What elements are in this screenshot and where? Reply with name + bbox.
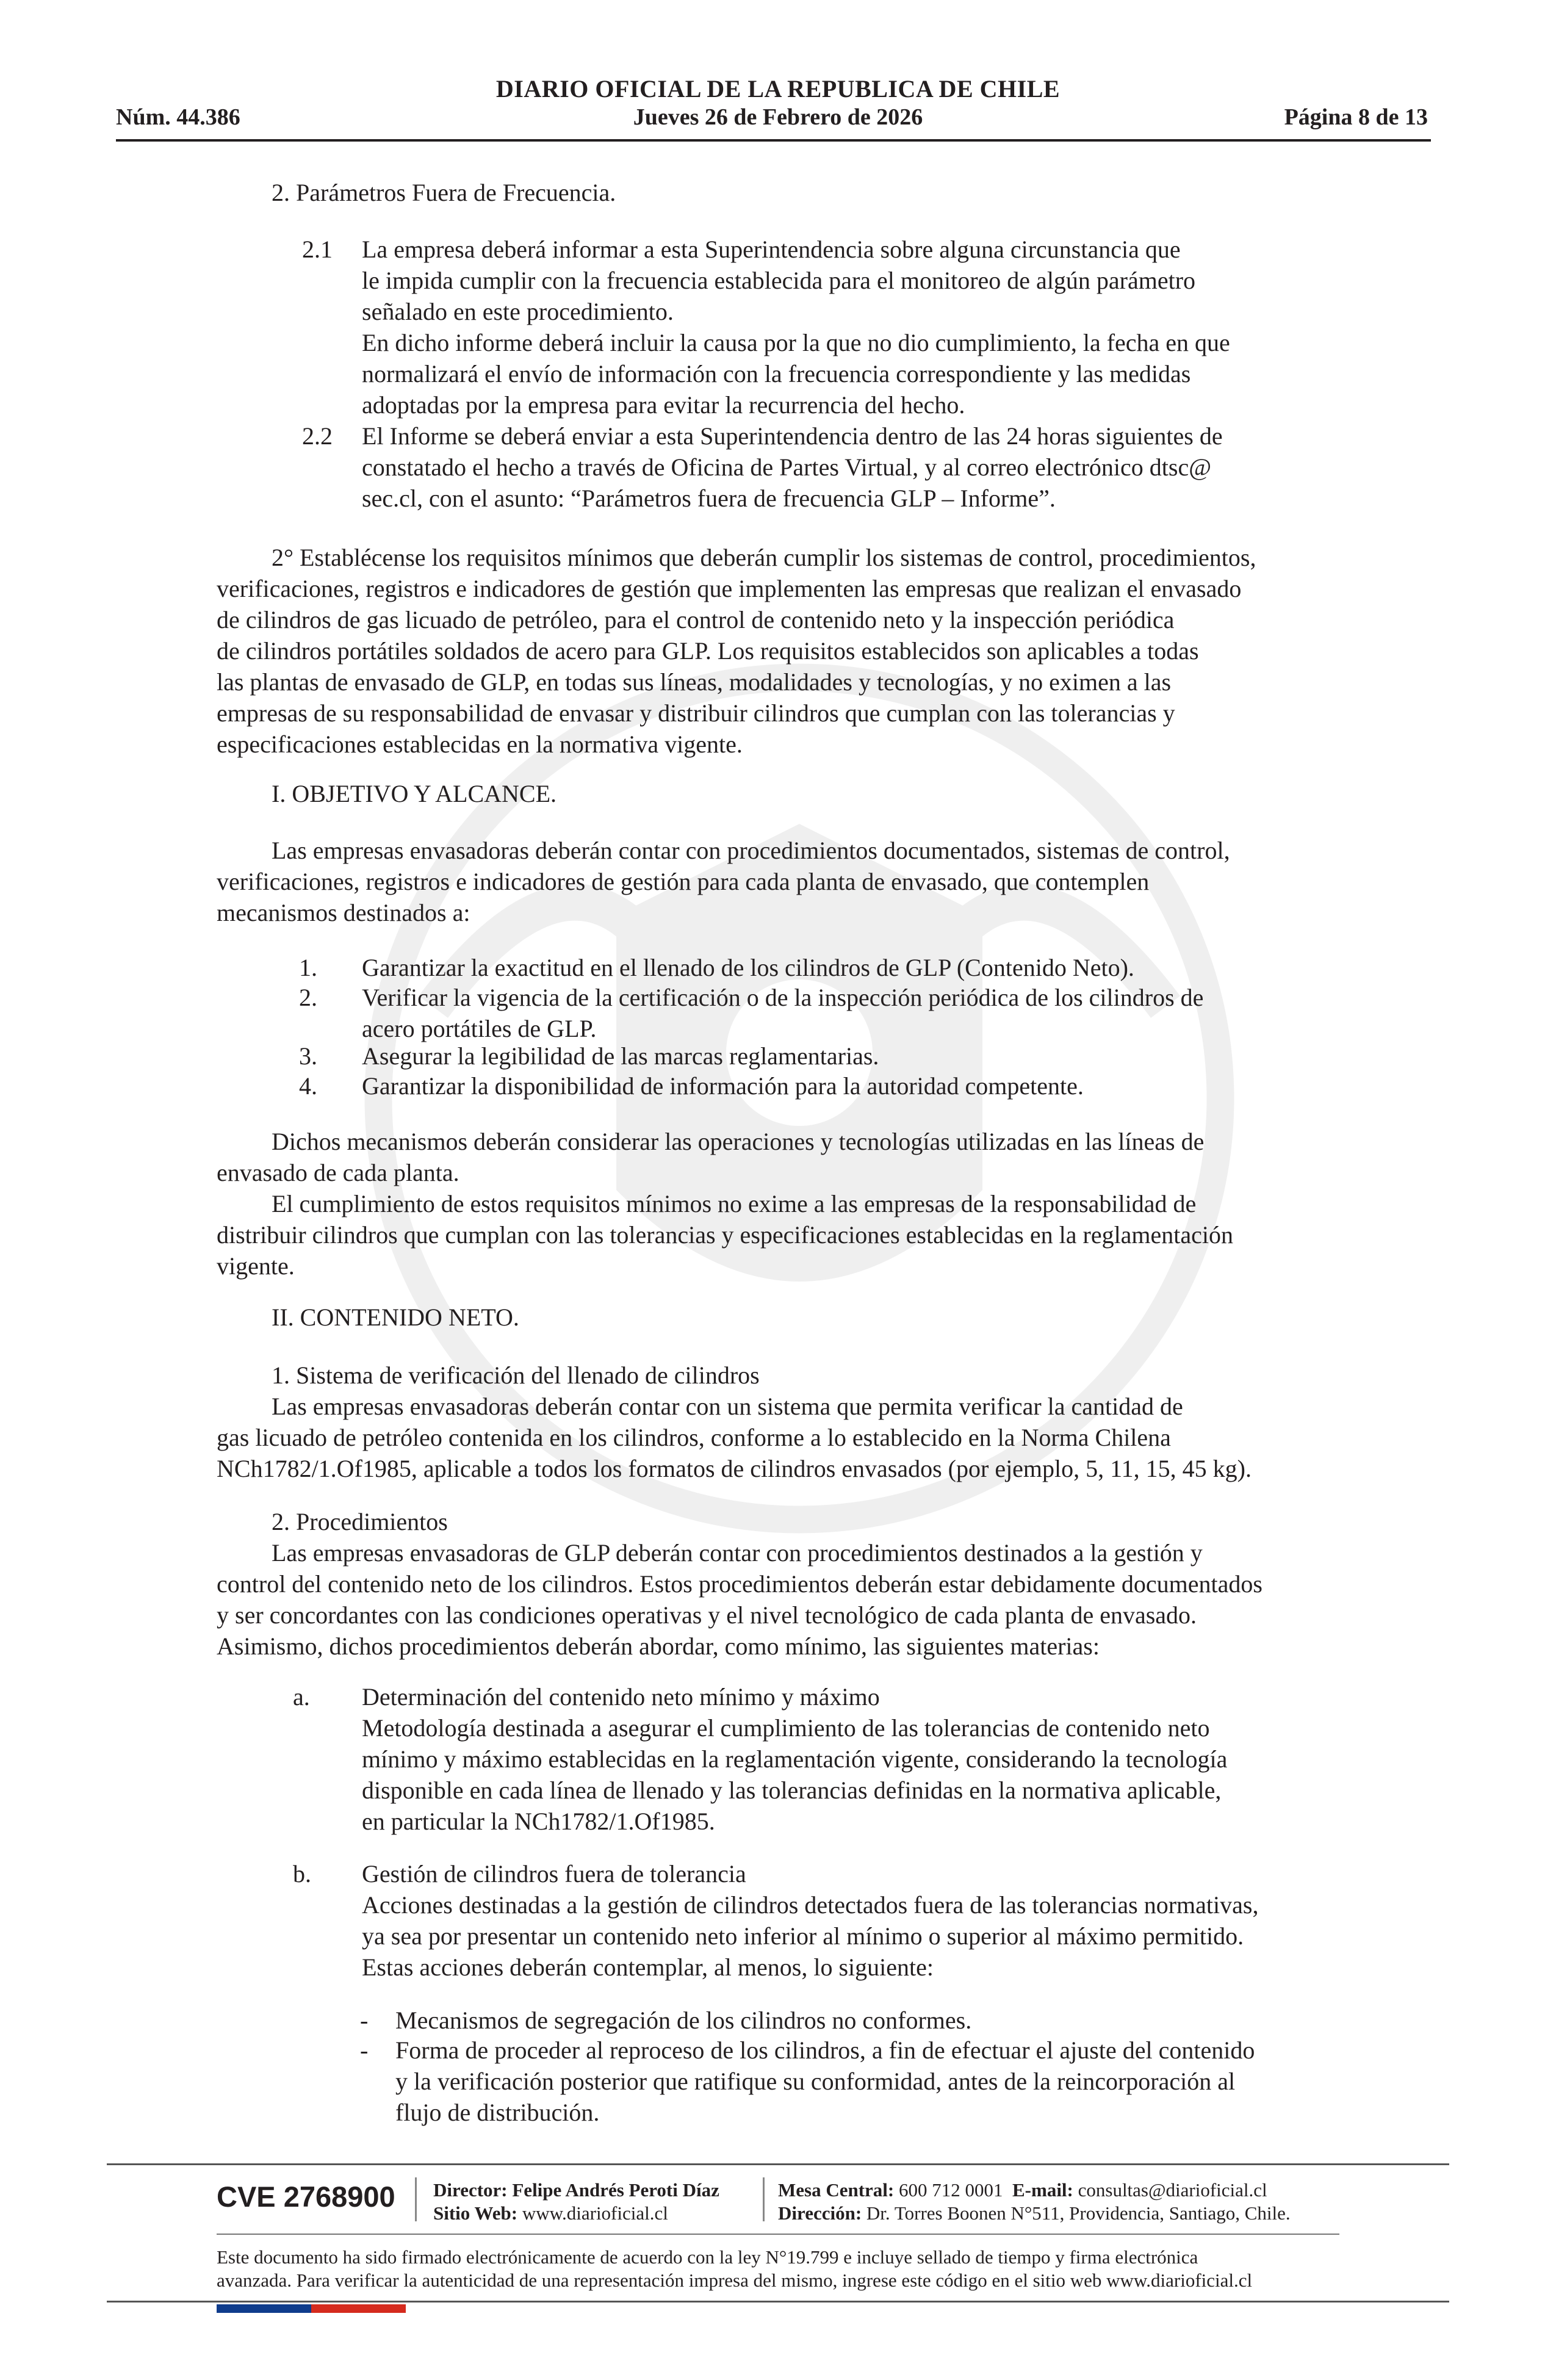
address-line <box>778 2202 1291 2225</box>
footer-bottom-divider <box>107 2301 1449 2302</box>
text-line: 2° Establécense los requisitos mínimos que deberán cumplir los sistemas de control, procedimientos, <box>272 544 1256 571</box>
cve-code: CVE 2768900 <box>217 2180 395 2213</box>
text-line: ya sea por presentar un contenido neto inferior al mínimo o superior al máximo permitido. <box>362 1922 1244 1950</box>
text-line: Este documento ha sido firmado electrónicamente de acuerdo con la ley N°19.799 e incluye sellado de tiempo y firma electrónica <box>217 2246 1198 2268</box>
text-line: adoptadas por la empresa para evitar la recurrencia del hecho. <box>362 391 965 419</box>
text-line: Acciones destinadas a la gestión de cilindros detectados fuera de las tolerancias normativas, <box>362 1891 1259 1919</box>
flag-stripe-blue <box>217 2304 311 2313</box>
dash-bullet: - <box>360 2007 369 2034</box>
text-line: y la verificación posterior que ratifique su conformidad, antes de la reincorporación al <box>395 2068 1236 2095</box>
text-line: gas licuado de petróleo contenida en los cilindros, conforme a lo establecido en la Norma Chilena <box>217 1424 1171 1451</box>
text-line: mínimo y máximo establecidas en la reglamentación vigente, considerando la tecnología <box>362 1745 1228 1773</box>
list-item <box>362 982 1341 1044</box>
text-line: disponible en cada línea de llenado y las tolerancias definidas en la normativa aplicable, <box>362 1776 1222 1804</box>
page-indicator: Página 8 de 13 <box>1284 104 1428 130</box>
list-number: 1. <box>299 954 317 981</box>
paragraph <box>217 1126 1341 1282</box>
text-line: Asimismo, dichos procedimientos deberán abordar, como mínimo, las siguientes materias: <box>217 1632 1100 1660</box>
text-line: envasado de cada planta. <box>217 1159 459 1186</box>
header-divider <box>116 139 1431 142</box>
issue-date: Jueves 26 de Febrero de 2026 <box>633 104 923 130</box>
item-text <box>362 234 1341 420</box>
list-item <box>362 952 1341 983</box>
phone-number: 600 712 0001 <box>899 2179 1003 2201</box>
website-link[interactable]: www.diarioficial.cl <box>522 2202 668 2224</box>
text-line: verificaciones, registros e indicadores de gestión para cada planta de envasado, que contemplen <box>217 868 1150 895</box>
text-line: Las empresas envasadoras deberán contar con un sistema que permita verificar la cantidad de <box>272 1393 1183 1420</box>
text-line: y ser concordantes con las condiciones operativas y el nivel tecnológico de cada planta de envasado. <box>217 1601 1197 1629</box>
text-line: especificaciones establecidas en la normativa vigente. <box>217 730 743 758</box>
newspaper-title: DIARIO OFICIAL DE LA REPUBLICA DE CHILE <box>495 75 1061 103</box>
text-line: distribuir cilindros que cumplan con las tolerancias y especificaciones establecidas en la reglamentación <box>217 1221 1234 1249</box>
subsection <box>217 1360 1341 1484</box>
text-line: Las empresas envasadoras de GLP deberán contar con procedimientos destinados a la gestión y <box>272 1539 1203 1567</box>
text-line: Asegurar la legibilidad de las marcas reglamentarias. <box>362 1042 879 1070</box>
dash-bullet: - <box>360 2036 369 2064</box>
text-line: constatado el hecho a través de Oficina de Partes Virtual, y al correo electrónico dtsc@ <box>362 453 1212 481</box>
footer-divider <box>107 2163 1449 2165</box>
address-text: Dr. Torres Boonen N°511, Providencia, Santiago, Chile. <box>866 2202 1291 2224</box>
text-line: Forma de proceder al reproceso de los cilindros, a fin de efectuar el ajuste del contenido <box>395 2036 1255 2064</box>
paragraph <box>217 835 1341 928</box>
director-label: Director: <box>433 2179 508 2201</box>
subsection <box>217 1506 1341 1662</box>
text-line: las plantas de envasado de GLP, en todas sus líneas, modalidades y tecnologías, y no eximen a las <box>217 668 1172 696</box>
email-link[interactable]: consultas@diarioficial.cl <box>1078 2179 1267 2201</box>
flag-stripe-red <box>311 2304 406 2313</box>
contact-line <box>778 2179 1291 2202</box>
footer-director-block <box>433 2179 719 2225</box>
text-line: Verificar la vigencia de la certificación o de la inspección periódica de los cilindros de <box>362 984 1204 1011</box>
text-line: Metodología destinada a asegurar el cumplimiento de las tolerancias de contenido neto <box>362 1714 1210 1742</box>
text-line: señalado en este procedimiento. <box>362 298 674 325</box>
item-label: a. <box>293 1683 310 1711</box>
text-line: vigente. <box>217 1252 295 1280</box>
website-label: Sitio Web: <box>433 2202 518 2224</box>
subsection-title: 2. Procedimientos <box>272 1508 448 1535</box>
section-heading: II. CONTENIDO NETO. <box>272 1304 519 1331</box>
section-heading: I. OBJETIVO Y ALCANCE. <box>272 780 557 807</box>
item-number: 2.2 <box>302 422 333 450</box>
signature-notice <box>217 2246 1339 2292</box>
text-line: le impida cumplir con la frecuencia establecida para el monitoreo de algún parámetro <box>362 267 1196 294</box>
text-line: El Informe se deberá enviar a esta Superintendencia dentro de las 24 horas siguientes de <box>362 422 1223 450</box>
text-line: Mecanismos de segregación de los cilindros no conformes. <box>395 2007 972 2034</box>
text-line: verificaciones, registros e indicadores de gestión que implementen las empresas que realizan el envasado <box>217 575 1242 602</box>
text-line: Estas acciones deberán contemplar, al menos, lo siguiente: <box>362 1953 934 1981</box>
list-number: 4. <box>299 1072 317 1100</box>
item-label: b. <box>293 1860 311 1888</box>
text-line: Garantizar la disponibilidad de información para la autoridad competente. <box>362 1072 1084 1100</box>
footer-inner-divider <box>217 2234 1339 2235</box>
dash-item <box>395 2035 1341 2128</box>
text-line: avanzada. Para verificar la autenticidad de una representación impresa del mismo, ingrese este código en el sitio web www.diarioficial.cl <box>217 2270 1253 2291</box>
website-line <box>433 2202 719 2225</box>
item-text <box>362 1858 1341 1983</box>
list-item <box>362 1040 1341 1072</box>
item-text <box>362 1681 1341 1837</box>
footer-contact-block <box>778 2179 1291 2225</box>
director-line <box>433 2179 719 2202</box>
issue-number: Núm. 44.386 <box>116 104 240 130</box>
text-line: El cumplimiento de estos requisitos mínimos no exime a las empresas de la responsabilidad de <box>272 1190 1197 1217</box>
text-line: NCh1782/1.Of1985, aplicable a todos los formatos de cilindros envasados (por ejemplo, 5, 11, 15, 45 kg). <box>217 1455 1252 1482</box>
list-item <box>362 1070 1341 1102</box>
paragraph <box>217 542 1341 760</box>
text-line: Garantizar la exactitud en el llenado de los cilindros de GLP (Contenido Neto). <box>362 954 1134 981</box>
text-line: En dicho informe deberá incluir la causa por la que no dio cumplimiento, la fecha en que <box>362 329 1230 356</box>
text-line: Dichos mecanismos deberán considerar las operaciones y tecnologías utilizadas en las líneas de <box>272 1128 1205 1155</box>
item-text <box>362 420 1341 514</box>
text-line: control del contenido neto de los cilindros. Estos procedimientos deberán estar debidamente documentados <box>217 1570 1262 1598</box>
email-label: E-mail: <box>1012 2179 1073 2201</box>
footer-separator <box>763 2177 765 2221</box>
text-line: en particular la NCh1782/1.Of1985. <box>362 1808 715 1835</box>
item-number: 2.1 <box>302 236 333 263</box>
list-number: 2. <box>299 984 317 1011</box>
text-line: flujo de distribución. <box>395 2099 600 2126</box>
item-title: Determinación del contenido neto mínimo y máximo <box>362 1683 880 1711</box>
address-label: Dirección: <box>778 2202 862 2224</box>
subsection-title: 1. Sistema de verificación del llenado de cilindros <box>272 1361 760 1389</box>
text-line: de cilindros de gas licuado de petróleo, para el control de contenido neto y la inspección periódica <box>217 606 1175 633</box>
list-number: 3. <box>299 1042 317 1070</box>
text-line: acero portátiles de GLP. <box>362 1015 597 1042</box>
phone-label: Mesa Central: <box>778 2179 895 2201</box>
item-title: Gestión de cilindros fuera de tolerancia <box>362 1860 746 1888</box>
director-name: Felipe Andrés Peroti Díaz <box>512 2179 719 2201</box>
text-line: Las empresas envasadoras deberán contar con procedimientos documentados, sistemas de control, <box>272 837 1230 864</box>
text-line: La empresa deberá informar a esta Superintendencia sobre alguna circunstancia que <box>362 236 1181 263</box>
footer-separator <box>415 2177 417 2221</box>
text-line: empresas de su responsabilidad de envasar y distribuir cilindros que cumplan con las tolerancias y <box>217 699 1175 727</box>
text-line: sec.cl, con el asunto: “Parámetros fuera de frecuencia GLP – Informe”. <box>362 485 1056 512</box>
text-line: de cilindros portátiles soldados de acero para GLP. Los requisitos establecidos son aplicables a todas <box>217 637 1199 665</box>
text-line: normalizará el envío de información con la frecuencia correspondiente y las medidas <box>362 360 1191 388</box>
text-line: mecanismos destinados a: <box>217 899 470 926</box>
section-title: 2. Parámetros Fuera de Frecuencia. <box>272 179 616 206</box>
dash-item <box>395 2005 1341 2036</box>
